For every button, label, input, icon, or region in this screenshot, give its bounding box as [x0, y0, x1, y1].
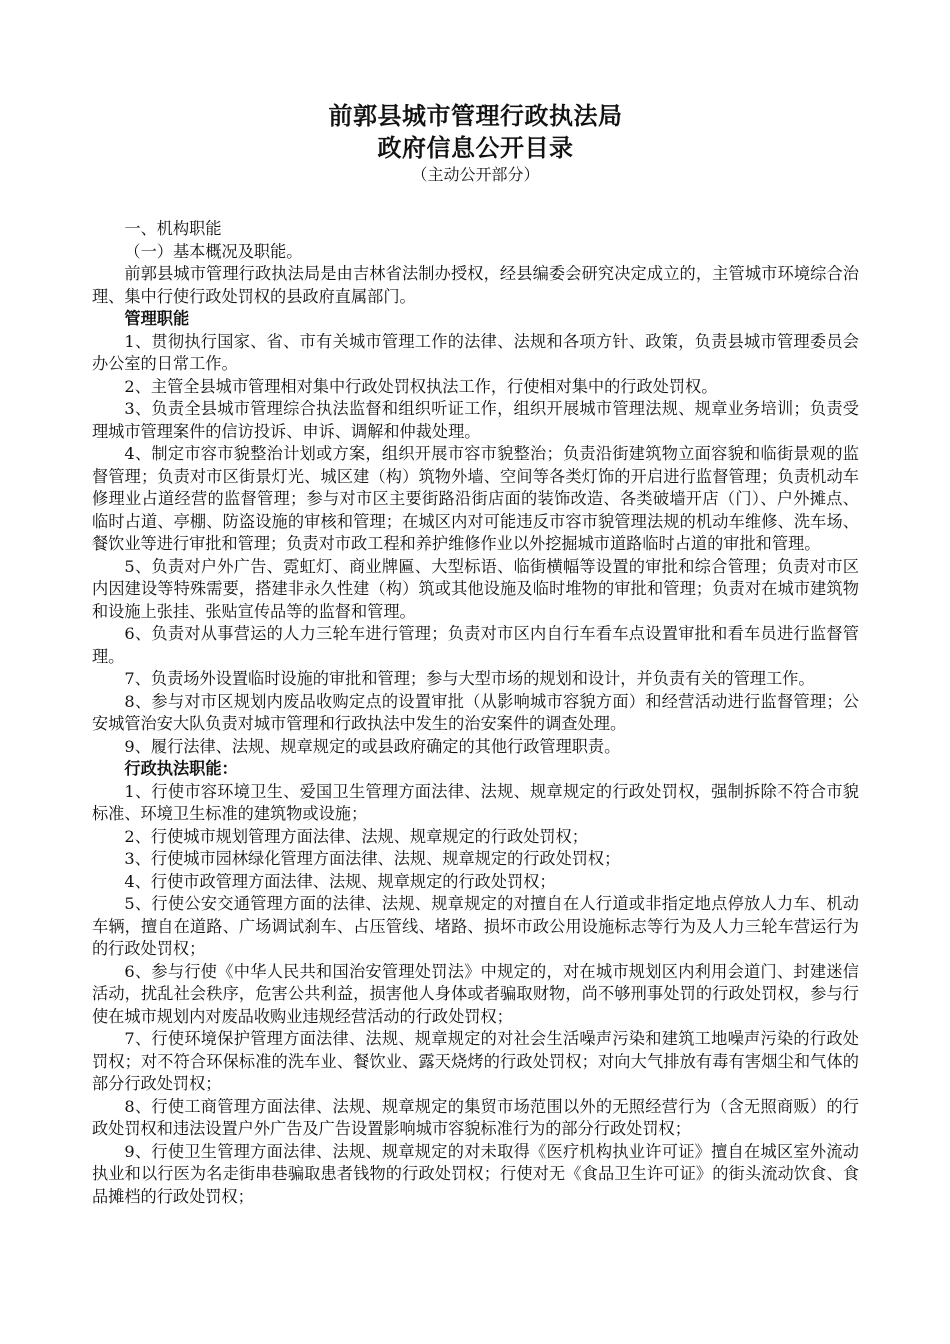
document-page: [92, 100, 859, 1208]
list-item: 5、行使公安交通管理方面的法律、法规、规章规定的对擅自在人行道或非指定地点停放人力车、机动车辆，擅自在道路、广场调试刹车、占压管线、堵路、损坏市政公用设施标志等行为及人力三轮车营运行为的行政处罚权；: [92, 894, 859, 958]
document-title-line1: 前郭县城市管理行政执法局: [328, 101, 623, 130]
subsection-heading: （一）基本概况及职能。: [124, 241, 303, 261]
document-subtitle: （主动公开部分）: [411, 165, 540, 184]
list-item: 7、负责场外设置临时设施的审批和管理；参与大型市场的规划和设计，并负责有关的管理工作。: [124, 669, 815, 688]
document-title-line2: 政府信息公开目录: [377, 133, 574, 162]
document-body: [92, 218, 859, 1208]
list-item: 7、行使环境保护管理方面法律、法规、规章规定的对社会生活噪声污染和建筑工地噪声污染的行政处罚权；对不符合环保标准的洗车业、餐饮业、露天烧烤的行政处罚权；对向大气排放有毒有害烟尘和气体的部分行政处罚权；: [92, 1029, 859, 1093]
bold-heading: 管理职能: [124, 309, 190, 328]
list-item: 4、制定市容市貌整治计划或方案，组织开展市容市貌整治；负责沿街建筑物立面容貌和临街景观的监督管理；负责对市区街景灯光、城区建（构）筑物外墙、空间等各类灯饰的开启进行监督管理；负责机动车修理业占道经营的监督管理；参与对市区主要街路沿街店面的装饰改造、各类破墙开店（门）、户外摊点、临时占道、亭棚、防盗设施的审核和管理；在城区内对可能违反市容市貌管理法规的机动车维修、洗车场、餐饮业等进行审批和管理；负责对市政工程和养护维修作业以外挖掘城市道路临时占道的审批和管理。: [92, 444, 859, 553]
list-item: 8、行使工商管理方面法律、法规、规章规定的集贸市场范围以外的无照经营行为（含无照商贩）的行政处罚权和违法设置户外广告及广告设置影响城市容貌标准行为的部分行政处罚权；: [92, 1096, 859, 1138]
list-item: 1、贯彻执行国家、省、市有关城市管理工作的法律、法规和各项方针、政策，负责县城市管理委员会办公室的日常工作。: [92, 331, 859, 373]
list-item: 3、行使城市园林绿化管理方面法律、法规、规章规定的行政处罚权；: [124, 849, 621, 868]
list-item: 2、主管全县城市管理相对集中行政处罚权执法工作，行使相对集中的行政处罚权。: [124, 376, 718, 396]
list-item: 4、行使市政管理方面法律、法规、规章规定的行政处罚权；: [124, 871, 556, 891]
list-item: 5、负责对户外广告、霓虹灯、商业牌匾、大型标语、临街横幅等设置的审批和综合管理；负责对市区内因建设等特殊需要，搭建非永久性建（构）筑或其他设施及临时堆物的审批和管理；负责对在城市建筑物和设施上张挂、张贴宣传品等的监督和管理。: [92, 556, 859, 621]
list-item: 6、参与行使《中华人民共和国治安管理处罚法》中规定的，对在城市规划区内利用会道门、封建迷信活动，扰乱社会秩序，危害公共利益，损害他人身体或者骗取财物，尚不够刑事处罚的行政处罚权，参与行使在城市规划内对废品收购业违规经营活动的行政处罚权；: [92, 961, 859, 1026]
paragraph: 前郭县城市管理行政执法局是由吉林省法制办授权，经县编委会研究决定成立的，主管城市环境综合治理、集中行使行政处罚权的县政府直属部门。: [92, 264, 859, 306]
list-item: 2、行使城市规划管理方面法律、法规、规章规定的行政处罚权；: [124, 826, 588, 846]
bold-heading: 行政执法职能：: [124, 759, 238, 778]
list-item: 6、负责对从事营运的人力三轮车进行管理；负责对市区内自行车看车点设置审批和看车员进行监督管理。: [92, 624, 859, 666]
section-heading: 一、机构职能: [124, 219, 222, 238]
list-item: 9、行使卫生管理方面法律、法规、规章规定的对未取得《医疗机构执业许可证》擅自在城区室外流动执业和以行医为名走街串巷骗取患者钱物的行政处罚权；行使对无《食品卫生许可证》的街头流动饮食、食品摊档的行政处罚权；: [92, 1141, 859, 1206]
list-item: 3、负责全县城市管理综合执法监督和组织听证工作，组织开展城市管理法规、规章业务培训；负责受理城市管理案件的信访投诉、申诉、调解和仲裁处理。: [92, 399, 859, 441]
list-item: 1、行使市容环境卫生、爱国卫生管理方面法律、法规、规章规定的行政处罚权，强制拆除不符合市貌标准、环境卫生标准的建筑物或设施；: [92, 781, 859, 823]
list-item: 8、参与对市区规划内废品收购定点的设置审批（从影响城市容貌方面）和经营活动进行监督管理；公安城管治安大队负责对城市管理和行政执法中发生的治安案件的调查处理。: [92, 691, 859, 733]
list-item: 9、履行法律、法规、规章规定的或县政府确定的其他行政管理职责。: [124, 736, 621, 756]
